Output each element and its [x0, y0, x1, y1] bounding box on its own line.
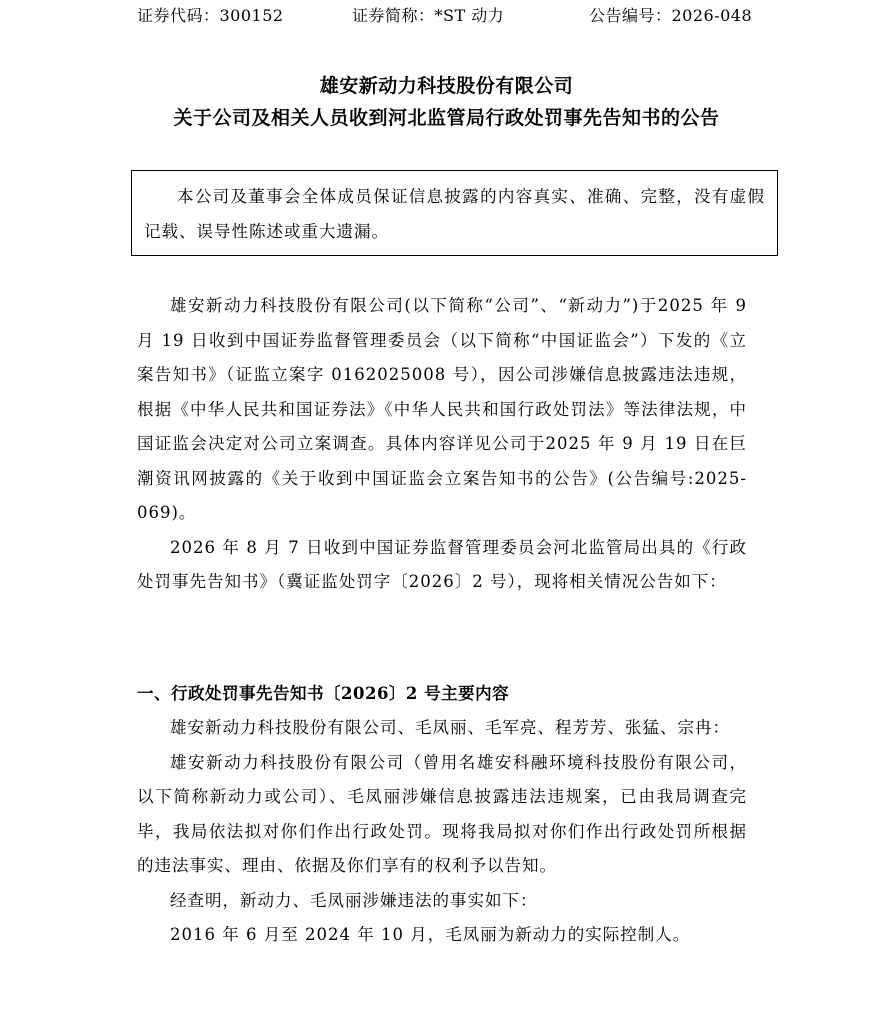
- section-paragraph-3: 经查明，新动力、毛凤丽涉嫌违法的事实如下：: [170, 890, 538, 910]
- board-guarantee-notice: 本公司及董事会全体成员保证信息披露的内容真实、准确、完整，没有虚假记载、误导性陈述或重大遗漏。: [131, 170, 778, 256]
- body-intro: [137, 289, 747, 600]
- intro-paragraph-2: 2026 年 8 月 7 日收到中国证券监督管理委员会河北监管局出具的《行政处罚事先告知书》（冀证监处罚字〔2026〕2 号），现将相关情况公告如下：: [137, 537, 747, 591]
- securities-abbreviation: 证券简称：*ST 动力: [352, 6, 505, 25]
- section-paragraph-1: 雄安新动力科技股份有限公司、毛凤丽、毛军亮、程芳芳、张猛、宗冉：: [170, 718, 730, 737]
- company-title: 雄安新动力科技股份有限公司: [319, 75, 574, 97]
- section-paragraph-2: 雄安新动力科技股份有限公司（曾用名雄安科融环境科技股份有限公司，以下简称新动力或公司）、毛凤丽涉嫌信息披露违法违规案，已由我局调查完毕，我局依法拟对你们作出行政处罚。现将我局拟对你们作出行政处罚所根据的违法事实、理由、依据及你们享有的权利予以告知。: [137, 752, 747, 875]
- section-heading: 一、行政处罚事先告知书〔2026〕2 号主要内容: [137, 684, 510, 703]
- section-body: [137, 711, 747, 953]
- section-paragraph-4: 2016 年 6 月至 2024 年 10 月，毛凤丽为新动力的实际控制人。: [170, 925, 691, 944]
- announcement-number: 公告编号：2026-048: [589, 6, 753, 25]
- header-row: [0, 4, 893, 28]
- announcement-title: 关于公司及相关人员收到河北监管局行政处罚事先告知书的公告: [173, 107, 720, 129]
- securities-code: 证券代码：300152: [137, 6, 284, 25]
- intro-paragraph-1: 雄安新动力科技股份有限公司(以下简称“公司”、“新动力”)于2025 年 9 月 19 日收到中国证券监督管理委员会（以下简称“中国证监会”）下发的《立案告知书》（证监立案字 0162025008 号），因公司涉嫌信息披露违法违规，根据《中华人民共和国证券法》《中华人民共和国行政处罚法》等法律法规，中国证监会决定对公司立案调查。具体内容详见公司于2025 年 9 月 19 日在巨潮资讯网披露的《关于收到中国证监会立案告知书的公告》(公告编号:2025-069)。: [137, 296, 747, 522]
